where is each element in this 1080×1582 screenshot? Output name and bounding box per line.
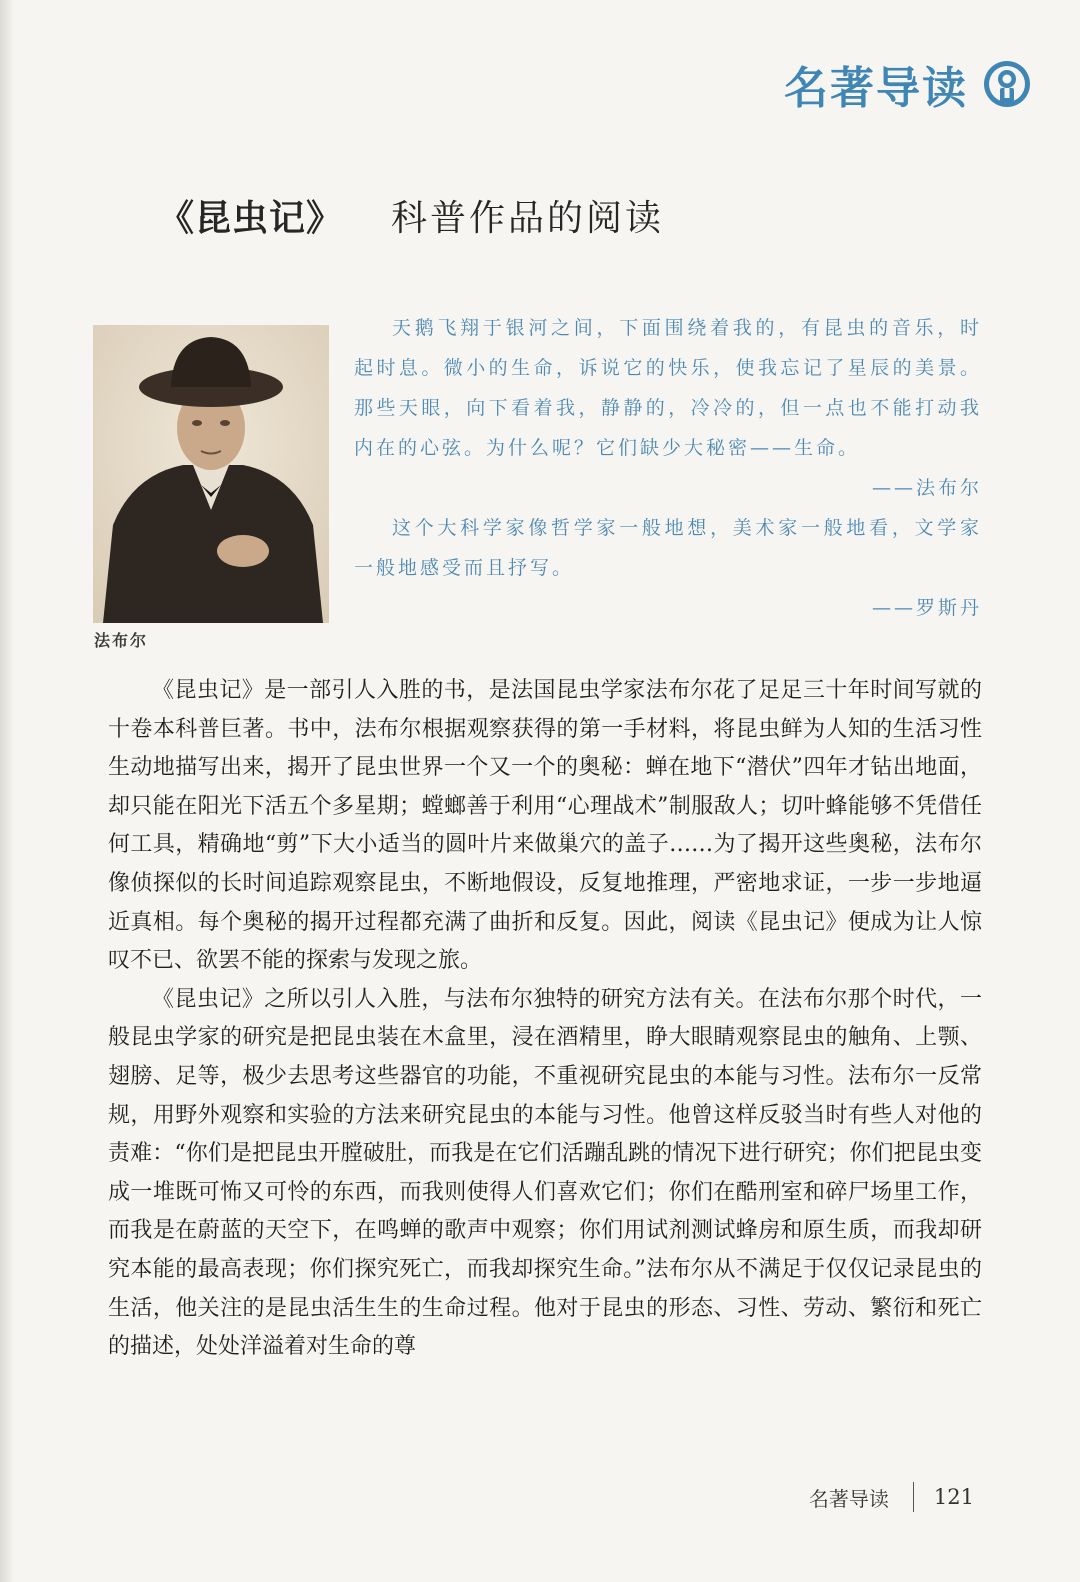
quote-text: 这个大科学家像哲学家一般地想，美术家一般地看，文学家一般地感受而且抒写。: [354, 517, 982, 579]
body-text: [108, 672, 982, 1367]
quote-text: 天鹅飞翔于银河之间，下面围绕着我的，有昆虫的音乐，时起时息。微小的生命，诉说它的快乐，使我忘记了星辰的美景。那些天眼，向下看着我，静静的，冷冷的，但一点也不能打动我内在的心弦。为什么呢？它们缺少大秘密——生命。: [354, 317, 982, 459]
portrait-caption: 法布尔: [94, 631, 149, 650]
chapter-subtitle: 科普作品的阅读: [391, 198, 665, 239]
footer-section-label: 名著导读: [808, 1486, 889, 1511]
quote-attribution: ——罗斯丹: [871, 597, 982, 619]
section-header: [784, 52, 1032, 116]
page-number: 121: [933, 1485, 974, 1509]
body-paragraph: 《昆虫记》之所以引人入胜，与法布尔独特的研究方法有关。在法布尔那个时代，一般昆虫学家的研究是把昆虫装在木盒里，浸在酒精里，睁大眼睛观察昆虫的触角、上颚、翅膀、足等，极少去思考这些器官的功能，不重视研究昆虫的本能与习性。法布尔一反常规，用野外观察和实验的方法来研究昆虫的本能与习性。他曾这样反驳当时有些人对他的责难：“你们是把昆虫开膛破肚，而我是在它们活蹦乱跳的情况下进行研究；你们把昆虫变成一堆既可怖又可怜的东西，而我则使得人们喜欢它们；你们在酷刑室和碎尸场里工作，而我是在蔚蓝的天空下，在鸣蝉的歌声中观察；你们用试剂测试蜂房和原生质，而我却研究本能的最高表现；你们探究死亡，而我却探究生命。”法布尔从不满足于仅仅记录昆虫的生活，他关注的是昆虫活生生的生命过程。他对于昆虫的形态、习性、劳动、繁衍和死亡的描述，处处洋溢着对生命的尊: [108, 986, 982, 1360]
section-title: 名著导读: [784, 63, 968, 114]
footer-divider: [913, 1482, 914, 1512]
quote-attribution: ——法布尔: [871, 477, 982, 499]
chapter-title: [158, 190, 664, 241]
page-footer: [809, 1482, 974, 1512]
page-gutter: [0, 0, 14, 1582]
chapter-book-title: 《昆虫记》: [158, 197, 344, 239]
lightbulb-icon: [982, 59, 1032, 109]
body-paragraph: 《昆虫记》是一部引人入胜的书，是法国昆虫学家法布尔花了足足三十年时间写就的十卷本科普巨著。书中，法布尔根据观察获得的第一手材料，将昆虫鲜为人知的生活习性生动地描写出来，揭开了昆虫世界一个又一个的奥秘：蝉在地下“潜伏”四年才钻出地面，却只能在阳光下活五个多星期；螳螂善于利用“心理战术”制服敌人；切叶蜂能够不凭借任何工具，精确地“剪”下大小适当的圆叶片来做巢穴的盖子……为了揭开这些奥秘，法布尔像侦探似的长时间追踪观察昆虫，不断地假设，反复地推理，严密地求证，一步一步地逼近真相。每个奥秘的揭开过程都充满了曲折和反复。因此，阅读《昆虫记》便成为让人惊叹不已、欲罢不能的探索与发现之旅。: [108, 678, 982, 974]
epigraph-quotes: [354, 308, 982, 628]
portrait-photo: [93, 325, 329, 623]
